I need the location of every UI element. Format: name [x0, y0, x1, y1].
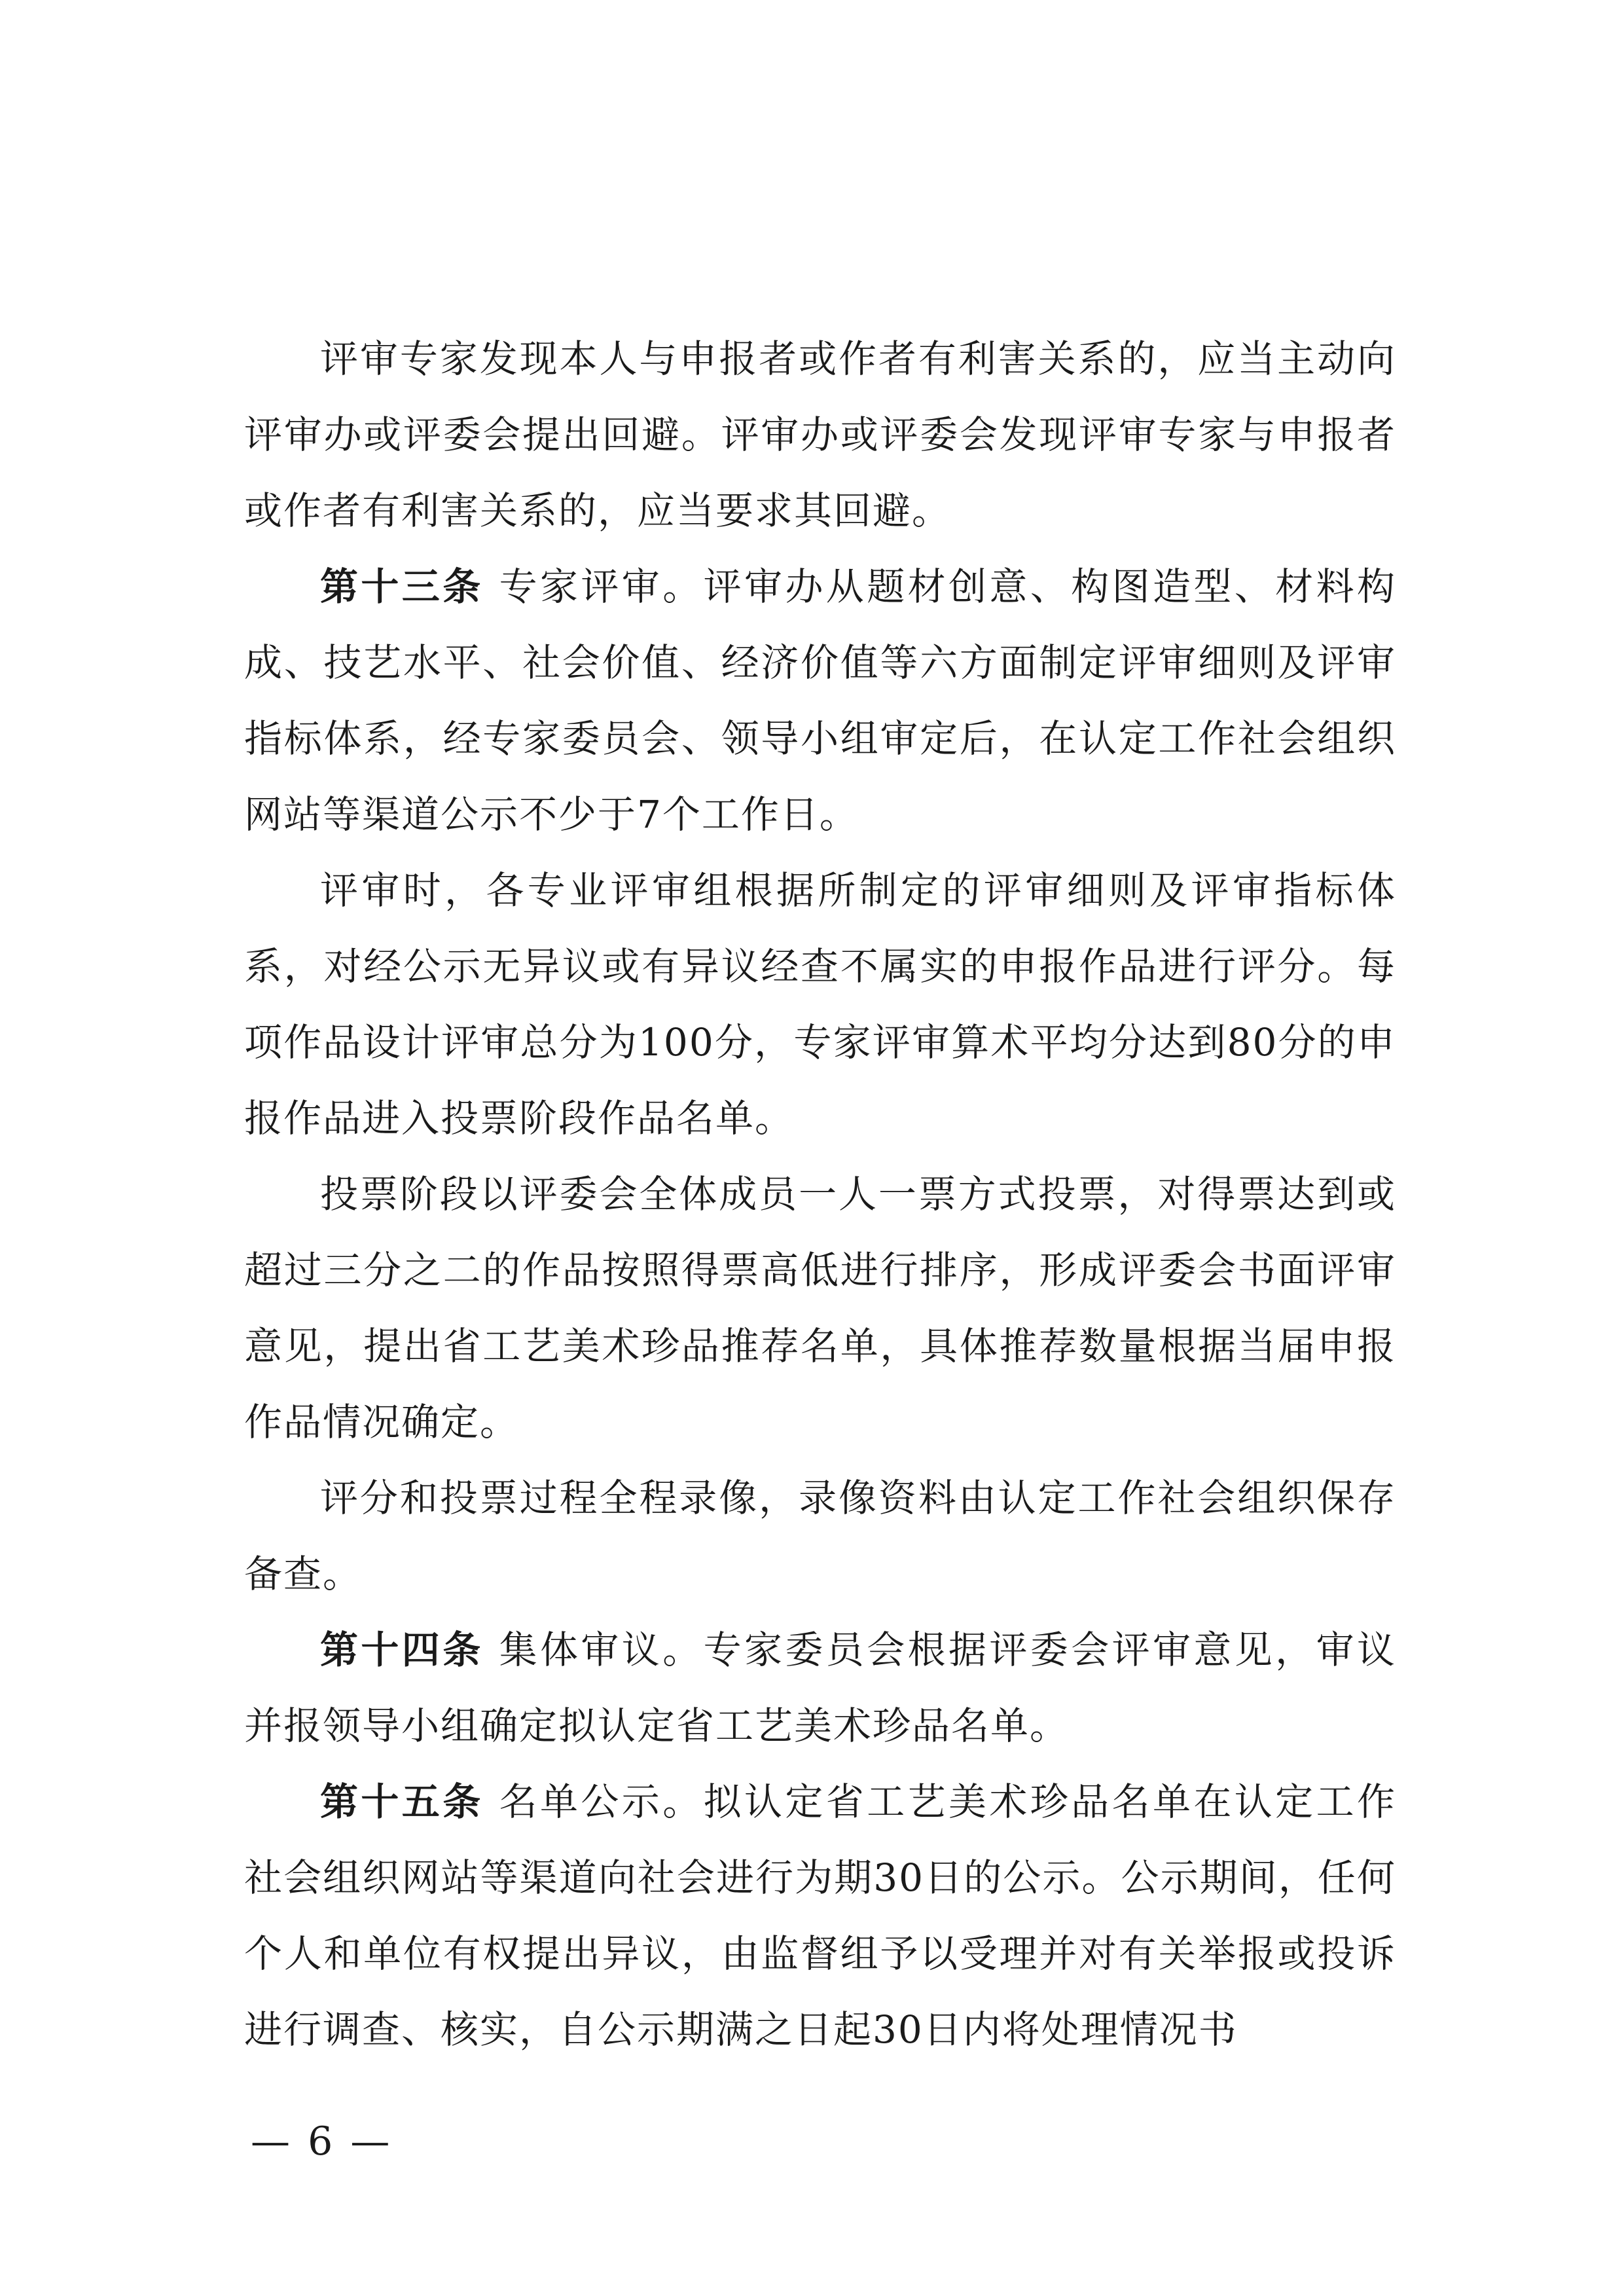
article-heading: 第十三条: [320, 564, 484, 609]
paragraph-scoring: [244, 852, 1396, 1156]
page-number: — 6 —: [251, 2119, 393, 2164]
paragraph-article-14: [244, 1612, 1396, 1764]
paragraph-text: 集体审议。专家委员会根据评委会评审意见，审议并报领导小组确定拟认定省工艺美术珍品名单。: [244, 1628, 1396, 1748]
paragraph-text: 专家评审。评审办从题材创意、构图造型、材料构成、技艺水平、社会价值、经济价值等六方面制定评审细则及评审指标体系，经专家委员会、领导小组审定后，在认定工作社会组织网站等渠道公示不少于7个工作日。: [244, 564, 1396, 837]
paragraph-voting: [244, 1156, 1396, 1460]
article-heading: 第十五条: [320, 1779, 484, 1824]
paragraph-article-15: [244, 1764, 1396, 2068]
paragraph-text: 评审专家发现本人与申报者或作者有利害关系的，应当主动向评审办或评委会提出回避。评审办或评委会发现评审专家与申报者或作者有利害关系的，应当要求其回避。: [244, 337, 1396, 533]
paragraph-text: 评审时，各专业评审组根据所制定的评审细则及评审指标体系，对经公示无异议或有异议经查不属实的申报作品进行评分。每项作品设计评审总分为100分，专家评审算术平均分达到80分的申报作品进入投票阶段作品名单。: [244, 868, 1396, 1140]
paragraph-text: 名单公示。拟认定省工艺美术珍品名单在认定工作社会组织网站等渠道向社会进行为期30日的公示。公示期间，任何个人和单位有权提出异议，由监督组予以受理并对有关举报或投诉进行调查、核实，自公示期满之日起30日内将处理情况书: [244, 1779, 1396, 2052]
paragraph-recusal: [244, 321, 1396, 549]
document-body: [244, 321, 1396, 2068]
article-heading: 第十四条: [320, 1628, 484, 1672]
paragraph-text: 评分和投票过程全程录像，录像资料由认定工作社会组织保存备查。: [244, 1476, 1396, 1596]
paragraph-article-13: [244, 549, 1396, 852]
paragraph-text: 投票阶段以评委会全体成员一人一票方式投票，对得票达到或超过三分之二的作品按照得票高低进行排序，形成评委会书面评审意见，提出省工艺美术珍品推荐名单，具体推荐数量根据当届申报作品情况确定。: [244, 1172, 1396, 1444]
paragraph-recording: [244, 1460, 1396, 1612]
